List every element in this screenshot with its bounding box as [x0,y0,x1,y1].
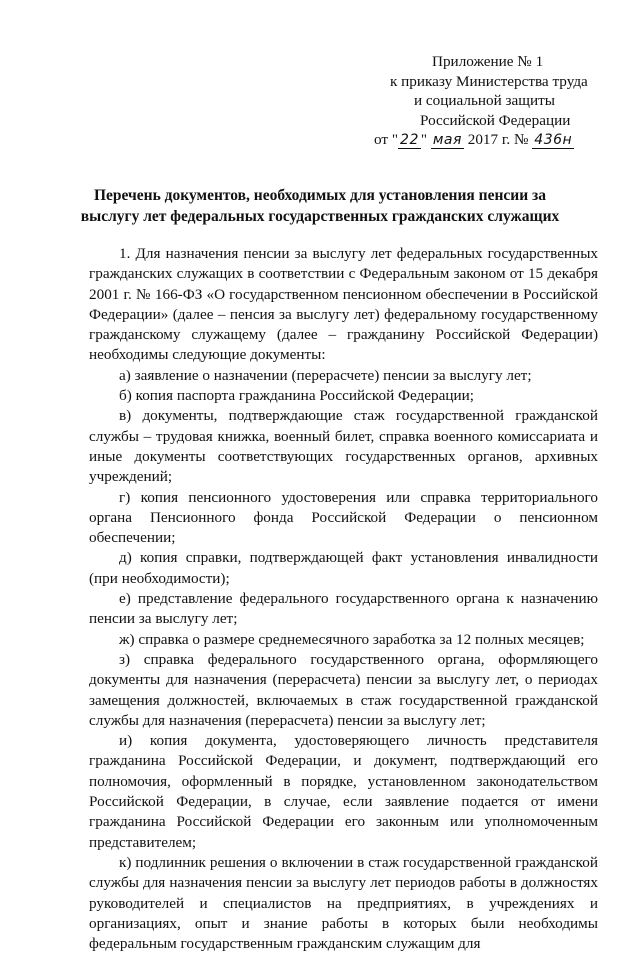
handwritten-month: мая [432,132,462,148]
date-prefix: от " [374,131,399,148]
list-item-zh: ж) справка о размере среднемесячного заработка за 12 полных месяцев; [119,630,585,648]
list-item-z: з) справка федерального государственного органа, оформляющего документы для назначения (перерасчета) пенсии за выслугу лет, о периодах замещения должностей, включаемых в стаж государственной гражданской службы для назначения (перерасчета) пенсии за выслугу лет; [89,650,598,729]
date-year: 2017 г. № [467,131,529,148]
appendix-country: Российской Федерации [420,111,571,129]
date-quote: " [420,131,428,148]
list-item-k: к) подлинник решения о включении в стаж государственной гражданской службы для назначения пенсии за выслугу лет периодов работы в должностях руководителей и специалистов на предприятиях, в учреждениях и организациях, опыт и знание работы в которых были необходимы федеральным государственным гражданским служащим для [89,853,598,953]
handwritten-day: 22 [400,132,419,148]
title-line-2: выслугу лет федеральных государственных гражданских служащих [80,208,560,225]
list-item-a: а) заявление о назначении (перерасчете) пенсии за выслугу лет; [119,366,532,384]
list-item-i: и) копия документа, удостоверяющего личность представителя гражданина Российской Федерации, и документ, подтверждающий его полномочия, оформленный в порядке, установленном законодательством Российской Федерации, в случае, если заявление подается от имени гражданина Российской Федерации его законным или уполномоченным представителем; [89,732,598,851]
paragraph-intro: 1. Для назначения пенсии за выслугу лет федеральных государственных гражданских служащих в соответствии с Федеральным законом от 15 декабря 2001 г. № 166-ФЗ «О государственном пенсионном обеспечении в Российской Федерации» (далее – пенсия за выслугу лет) федеральному государственному гражданскому служащему (далее – гражданину Российской Федерации) необходимы следующие документы: [89,245,598,364]
list-item-d: д) копия справки, подтверждающей факт установления инвалидности (при необходимости); [89,549,598,587]
list-item-g: г) копия пенсионного удостоверения или справка территориального органа Пенсионного фонда Российской Федерации о пенсионном обеспечении; [89,488,598,547]
title-line-1: Перечень документов, необходимых для установления пенсии за [93,187,547,204]
appendix-number: Приложение № 1 [432,53,544,70]
appendix-ministry: и социальной защиты [414,92,555,109]
list-item-e: е) представление федерального государственного органа к назначению пенсии за выслугу лет; [89,590,598,628]
document-title [40,185,600,227]
appendix-header [370,52,620,151]
appendix-date-line [370,130,620,151]
list-item-b: б) копия паспорта гражданина Российской Федерации; [119,387,474,405]
list-item-v: в) документы, подтверждающие стаж государственной гражданской службы – трудовая книжка, военный билет, справка военного комиссариата и иные документы соответствующих государственных органов, архивных учреждений; [89,407,598,486]
document-body [89,244,598,954]
appendix-order-ref: к приказу Министерства труда [390,72,588,90]
handwritten-order-number: 436н [534,132,573,148]
